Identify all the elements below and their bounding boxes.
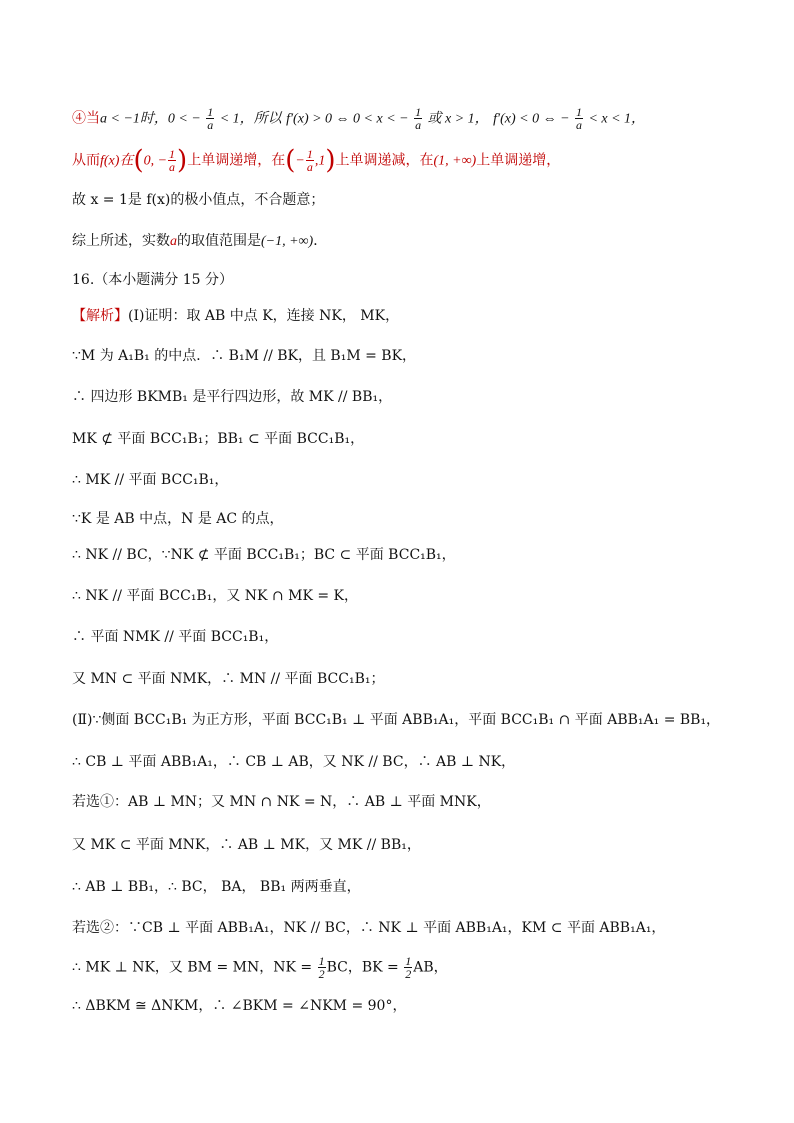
fraction: $\frac{1}{a}$ [306,147,313,174]
monotonic-line: 从而f(x)在(0, − $\frac{1}{a}$ )上单调递增，在(− $\frac{1}{a}$ ,1)上单调递减，在(1, +∞)上单调递增， [72,145,561,176]
text-line: 若选①：AB ⊥ MN；又 MN ∩ NK = N，∴ AB ⊥ 平面 MNK， [72,794,491,810]
text-line: ∴ MK // 平面 BCC₁B₁， [72,472,229,488]
fraction: $\frac{1}{a}$ [207,105,214,132]
fraction: $\frac{1}{2}$ [405,954,412,981]
text-line: (Ⅱ)∵侧面 BCC₁B₁ 为正方形，平面 BCC₁B₁ ⊥ 平面 ABB₁A₁，平面 BCC₁B₁ ∩ 平面 ABB₁A₁ = BB₁， [72,712,721,728]
text-line: ∴ MK ⊥ NK，又 BM = MN，NK = $\frac{1}{2}$ BC，BK = $\frac{1}{2}$ AB， [72,954,448,981]
text-line: 又 MN ⊂ 平面 NMK，∴ MN // 平面 BCC₁B₁； [72,671,385,687]
text-line: ∴ 平面 NMK // 平面 BCC₁B₁， [72,629,279,645]
text-line: ∴ AB ⊥ BB₁，∴ BC， BA， BB₁ 两两垂直， [72,879,361,895]
analysis-line: 【解析】(Ⅰ)证明：取 AB 中点 K，连接 NK， MK， [72,308,400,324]
case-4-line: ④当a < −1时，0 < − $\frac{1}{a}$ < 1，所以 f′(x) > 0 ⇔ 0 < x < − $\frac{1}{a}$ 或 x > 1， f′(x) < 0 ⇔ − $\frac{1}{a}$ < x < 1， [72,105,646,132]
text-line: 故 x = 1是 f(x)的极小值点，不合题意； [72,192,325,208]
text-line: ∴ 四边形 BKMB₁ 是平行四边形，故 MK // BB₁， [72,389,393,405]
fraction: $\frac{1}{2}$ [318,954,325,981]
text-line: ∴ NK // 平面 BCC₁B₁，又 NK ∩ MK = K， [72,588,359,604]
text-line: MK ⊄ 平面 BCC₁B₁；BB₁ ⊂ 平面 BCC₁B₁， [72,431,365,447]
text-line: ∴ CB ⊥ 平面 ABB₁A₁，∴ CB ⊥ AB，又 NK // BC，∴ AB ⊥ NK， [72,754,516,770]
text-line: ∵M 为 A₁B₁ 的中点．∴ B₁M // BK，且 B₁M = BK， [72,348,417,364]
analysis-label: 【解析】 [72,308,128,324]
text-line: ∴ ΔBKM ≅ ΔNKM，∴ ∠BKM = ∠NKM = 90°， [72,998,407,1014]
text-line: ∴ NK // BC，∵NK ⊄ 平面 BCC₁B₁；BC ⊂ 平面 BCC₁B₁， [72,547,456,563]
fraction: $\frac{1}{a}$ [169,147,176,174]
text-line: 若选②：∵CB ⊥ 平面 ABB₁A₁，NK // BC，∴ NK ⊥ 平面 ABB₁A₁，KM ⊂ 平面 ABB₁A₁， [72,920,666,936]
text-line: ∵K 是 AB 中点，N 是 AC 的点， [72,511,284,527]
conclusion-line: 综上所述，实数a的取值范围是(−1, +∞)． [72,233,328,249]
case-4-label: ④当 [72,110,100,127]
problem-heading: 16.（本小题满分 15 分） [72,272,233,288]
fraction: $\frac{1}{a}$ [575,105,582,132]
text-line: 又 MK ⊂ 平面 MNK，∴ AB ⊥ MK，又 MK // BB₁， [72,837,421,853]
fraction: $\frac{1}{a}$ [415,105,422,132]
